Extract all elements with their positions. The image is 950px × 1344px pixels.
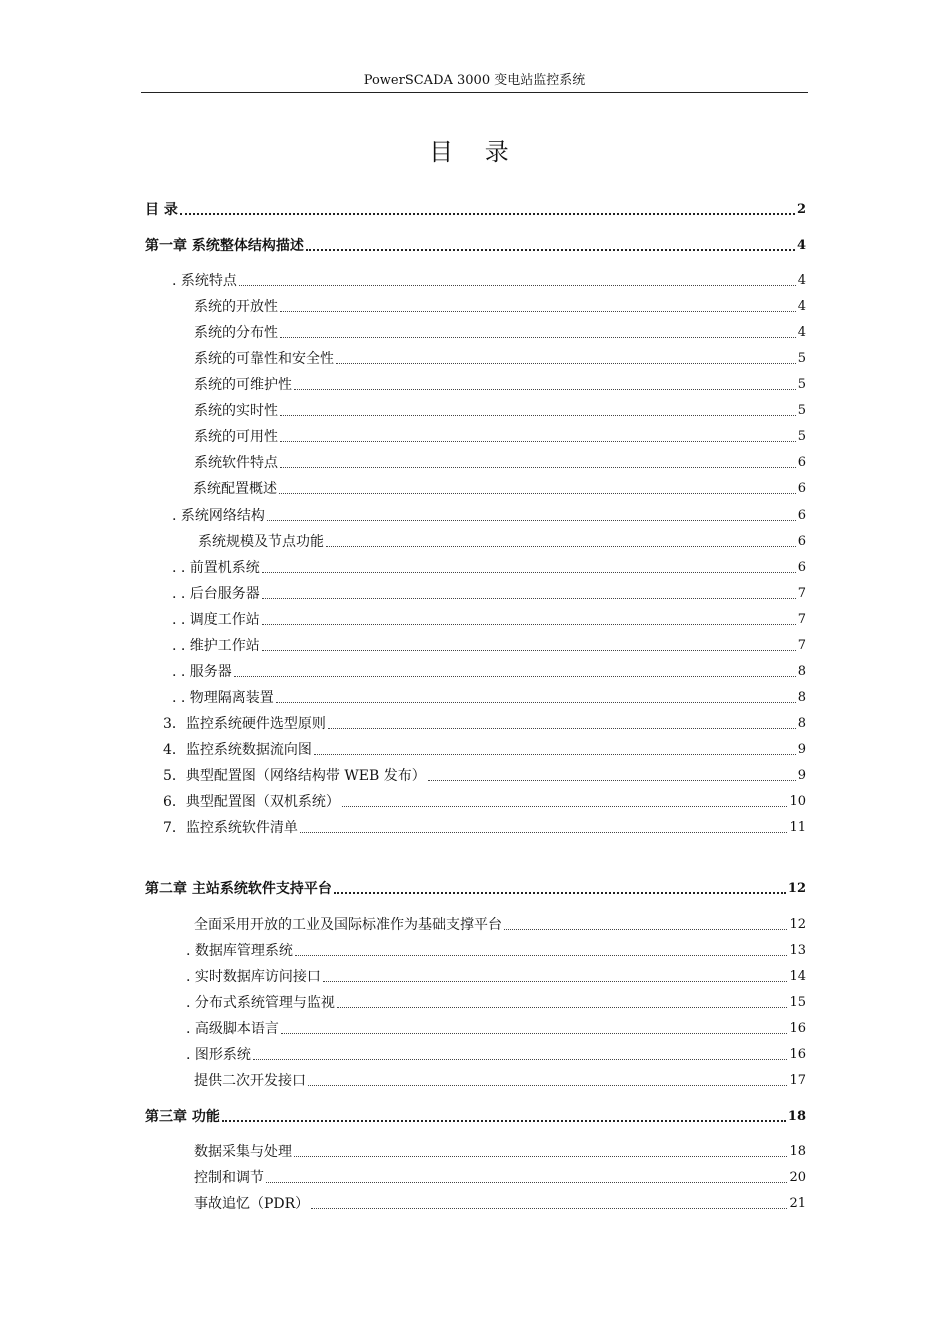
toc-entry-label: 系统的可用性 bbox=[194, 429, 278, 445]
toc-entry-page: 10 bbox=[789, 794, 806, 809]
toc-entry[interactable] bbox=[194, 296, 806, 318]
toc-entry-label: 第一章 系统整体结构描述 bbox=[145, 238, 304, 254]
toc-entry-page: 14 bbox=[789, 969, 806, 984]
toc-entry-page: 12 bbox=[787, 881, 806, 896]
toc-entry-page: 6 bbox=[797, 534, 806, 549]
toc-entry-page: 9 bbox=[797, 768, 806, 783]
dot-leader bbox=[280, 415, 796, 416]
toc-entry-label: 系统软件特点 bbox=[194, 455, 278, 471]
toc-entry-label: 目 录 bbox=[145, 202, 178, 218]
toc-entry-label: 系统的可靠性和安全性 bbox=[194, 351, 334, 367]
dot-leader bbox=[308, 1085, 787, 1086]
toc-entry-label: . 数据库管理系统 bbox=[186, 943, 293, 959]
dot-leader bbox=[239, 285, 796, 286]
toc-entry-page: 12 bbox=[789, 917, 806, 932]
toc-entry[interactable] bbox=[194, 348, 806, 370]
toc-entry[interactable] bbox=[194, 914, 806, 936]
dot-leader bbox=[281, 1033, 788, 1034]
toc-entry-page: 6 bbox=[797, 455, 806, 470]
toc-entry-label: 系统的开放性 bbox=[194, 299, 278, 315]
toc-entry[interactable] bbox=[172, 635, 806, 657]
dot-leader bbox=[334, 892, 786, 894]
toc-entry-label: 全面采用开放的工业及国际标准作为基础支撑平台 bbox=[194, 917, 502, 933]
toc-entry[interactable] bbox=[172, 583, 806, 605]
toc-entry-label: 6．典型配置图（双机系统） bbox=[163, 794, 340, 810]
toc-entry-page: 13 bbox=[789, 943, 806, 958]
dot-leader bbox=[262, 598, 796, 599]
dot-leader bbox=[337, 1007, 788, 1008]
toc-entry-page: 6 bbox=[797, 560, 806, 575]
dot-leader bbox=[267, 520, 796, 521]
dot-leader bbox=[311, 1208, 787, 1209]
toc-entry[interactable] bbox=[194, 1167, 806, 1189]
dot-leader bbox=[504, 929, 787, 930]
dot-leader bbox=[280, 441, 796, 442]
toc-entry-label: 系统的分布性 bbox=[194, 325, 278, 341]
toc-entry-page: 7 bbox=[797, 638, 806, 653]
toc-entry-label: 事故追忆（PDR） bbox=[194, 1196, 310, 1212]
toc-entry-page: 5 bbox=[797, 429, 806, 444]
toc-entry[interactable] bbox=[163, 791, 806, 813]
dot-leader bbox=[222, 1120, 786, 1122]
toc-entry[interactable] bbox=[172, 270, 806, 292]
toc-entry[interactable] bbox=[145, 1106, 806, 1128]
toc-entry-page: 7 bbox=[797, 612, 806, 627]
dot-leader bbox=[280, 311, 796, 312]
toc-entry[interactable] bbox=[194, 426, 806, 448]
toc-entry-page: 16 bbox=[789, 1021, 806, 1036]
toc-entry-page: 5 bbox=[797, 377, 806, 392]
toc-entry-label: 系统的可维护性 bbox=[194, 377, 292, 393]
toc-entry[interactable] bbox=[193, 478, 806, 500]
toc-entry-page: 6 bbox=[797, 481, 806, 496]
toc-entry-page: 18 bbox=[789, 1144, 806, 1159]
dot-leader bbox=[262, 650, 796, 651]
dot-leader bbox=[262, 624, 796, 625]
toc-entry-page: 4 bbox=[797, 299, 806, 314]
toc-entry-page: 20 bbox=[789, 1170, 806, 1185]
toc-entry-label: 4．监控系统数据流向图 bbox=[163, 742, 312, 758]
toc-entry-label: . . 物理隔离装置 bbox=[172, 690, 274, 706]
dot-leader bbox=[280, 467, 796, 468]
dot-leader bbox=[300, 832, 788, 833]
toc-entry-page: 21 bbox=[789, 1196, 806, 1211]
dot-leader bbox=[328, 728, 796, 729]
toc-entry-page: 5 bbox=[797, 351, 806, 366]
toc-entry-page: 8 bbox=[797, 664, 806, 679]
toc-entry-label: 5．典型配置图（网络结构带 WEB 发布） bbox=[163, 768, 426, 784]
dot-leader bbox=[342, 806, 788, 807]
toc-entry-label: . 分布式系统管理与监视 bbox=[186, 995, 335, 1011]
toc-entry-label: . 图形系统 bbox=[186, 1047, 251, 1063]
dot-leader bbox=[262, 572, 796, 573]
dot-leader bbox=[323, 981, 788, 982]
dot-leader bbox=[336, 363, 796, 364]
dot-leader bbox=[295, 955, 788, 956]
toc-entry-label: 第三章 功能 bbox=[145, 1109, 220, 1125]
toc-entry-label: . . 调度工作站 bbox=[172, 612, 260, 628]
toc-entry-label: . . 服务器 bbox=[172, 664, 232, 680]
dot-leader bbox=[294, 389, 796, 390]
dot-leader bbox=[276, 702, 796, 703]
toc-entry[interactable] bbox=[186, 1018, 806, 1040]
toc-entry[interactable] bbox=[198, 531, 806, 553]
toc-entry-page: 18 bbox=[787, 1109, 806, 1124]
toc-entry-page: 7 bbox=[797, 586, 806, 601]
toc-entry-label: 第二章 主站系统软件支持平台 bbox=[145, 881, 332, 897]
toc-entry-page: 16 bbox=[789, 1047, 806, 1062]
toc-entry-page: 9 bbox=[797, 742, 806, 757]
dot-leader bbox=[326, 546, 796, 547]
toc-entry-page: 11 bbox=[789, 820, 806, 835]
toc-entry[interactable] bbox=[194, 1141, 806, 1163]
toc-entry[interactable] bbox=[163, 739, 806, 761]
toc-entry[interactable] bbox=[194, 322, 806, 344]
toc-entry[interactable] bbox=[186, 966, 806, 988]
toc-entry[interactable] bbox=[172, 661, 806, 683]
dot-leader bbox=[306, 249, 795, 251]
dot-leader bbox=[428, 780, 796, 781]
toc-entry-label: . 系统网络结构 bbox=[172, 508, 265, 524]
toc-entry[interactable] bbox=[186, 940, 806, 962]
toc-entry-label: . 实时数据库访问接口 bbox=[186, 969, 321, 985]
toc-entry[interactable] bbox=[194, 1193, 806, 1215]
dot-leader bbox=[253, 1059, 788, 1060]
toc-entry[interactable] bbox=[163, 765, 806, 787]
toc-entry-label: 系统规模及节点功能 bbox=[198, 534, 324, 550]
toc-entry[interactable] bbox=[172, 609, 806, 631]
toc-entry[interactable] bbox=[145, 199, 806, 221]
toc-entry-label: 3．监控系统硬件选型原则 bbox=[163, 716, 326, 732]
toc-entry[interactable] bbox=[163, 713, 806, 735]
toc-entry-label: 7．监控系统软件清单 bbox=[163, 820, 298, 836]
toc-entry[interactable] bbox=[145, 235, 806, 257]
toc-entry-page: 8 bbox=[797, 690, 806, 705]
toc-entry-label: . . 后台服务器 bbox=[172, 586, 260, 602]
toc-entry-label: . 系统特点 bbox=[172, 273, 237, 289]
toc-entry[interactable] bbox=[194, 400, 806, 422]
toc-entry[interactable] bbox=[172, 557, 806, 579]
dot-leader bbox=[266, 1182, 787, 1183]
toc-entry-page: 2 bbox=[796, 202, 806, 217]
dot-leader bbox=[314, 754, 796, 755]
toc-entry-page: 15 bbox=[789, 995, 806, 1010]
dot-leader bbox=[294, 1156, 787, 1157]
toc-entry-page: 4 bbox=[796, 238, 806, 253]
toc-entry-label: 数据采集与处理 bbox=[194, 1144, 292, 1160]
toc-entry[interactable] bbox=[194, 374, 806, 396]
toc-entry-page: 8 bbox=[797, 716, 806, 731]
toc-entry-label: . 高级脚本语言 bbox=[186, 1021, 279, 1037]
toc-entry-page: 17 bbox=[789, 1073, 806, 1088]
dot-leader bbox=[234, 676, 796, 677]
toc-entry[interactable] bbox=[163, 817, 806, 839]
toc-entry[interactable] bbox=[172, 505, 806, 527]
toc-entry-label: . . 前置机系统 bbox=[172, 560, 260, 576]
toc-entry-label: 提供二次开发接口 bbox=[194, 1073, 306, 1089]
toc-entry-page: 4 bbox=[797, 325, 806, 340]
page-header: PowerSCADA 3000 变电站监控系统 bbox=[141, 70, 808, 93]
toc-entry-label: 系统的实时性 bbox=[194, 403, 278, 419]
toc-entry-page: 6 bbox=[797, 508, 806, 523]
toc-entry[interactable] bbox=[186, 1044, 806, 1066]
toc-entry-page: 4 bbox=[797, 273, 806, 288]
toc-entry-label: 控制和调节 bbox=[194, 1170, 264, 1186]
toc-entry[interactable] bbox=[186, 992, 806, 1014]
toc-entry-label: . . 维护工作站 bbox=[172, 638, 260, 654]
dot-leader bbox=[280, 337, 796, 338]
toc-entry[interactable] bbox=[172, 687, 806, 709]
dot-leader bbox=[279, 493, 796, 494]
toc-entry[interactable] bbox=[145, 878, 806, 900]
toc-title: 目 录 bbox=[429, 138, 521, 166]
toc-entry-page: 5 bbox=[797, 403, 806, 418]
toc-entry-label: 系统配置概述 bbox=[193, 481, 277, 497]
dot-leader bbox=[180, 213, 795, 215]
toc-entry[interactable] bbox=[194, 452, 806, 474]
toc-entry[interactable] bbox=[194, 1070, 806, 1092]
